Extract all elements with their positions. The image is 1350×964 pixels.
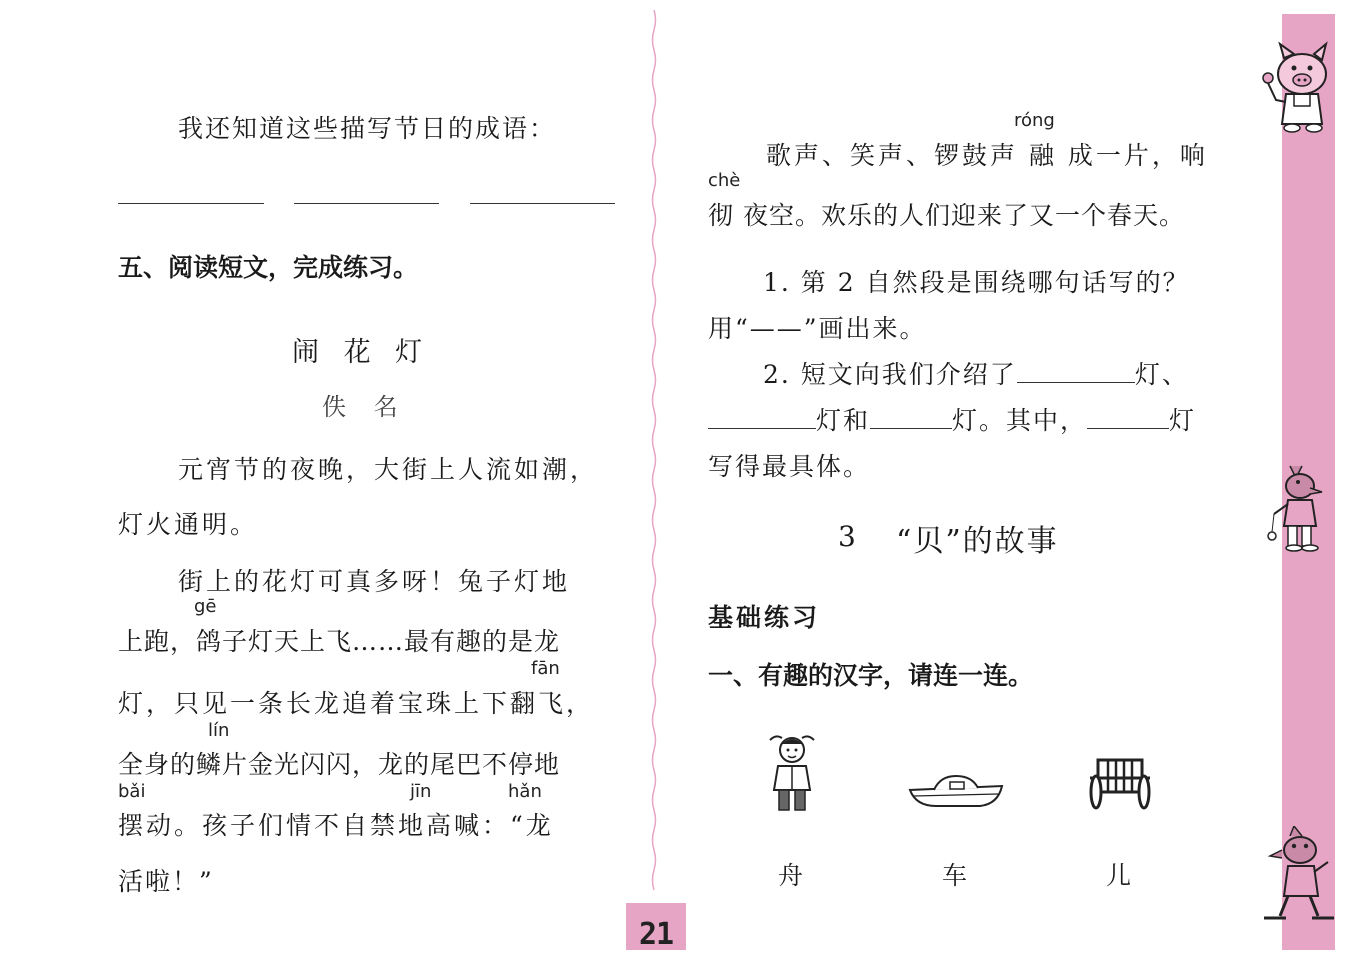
q2-text-5: 灯 (1169, 406, 1197, 435)
boat-icon (906, 772, 1004, 808)
char-label-zhou: 舟 (778, 861, 804, 890)
story-para2-line5: 摆动。孩子们情不自禁地高喊：“龙 (118, 811, 554, 840)
question2-line3: 写得最具体。 (708, 452, 871, 481)
q2-blank-2[interactable] (708, 427, 816, 429)
cart-icon (1088, 756, 1152, 812)
basic-practice-heading: 基础练习 (708, 603, 821, 632)
idiom-answer-blank-3[interactable] (470, 203, 615, 204)
story-para2-line2: 上跑，鸽子灯天上飞……最有趣的是龙 (118, 627, 561, 656)
pinyin-bai: bǎi (118, 781, 146, 802)
pinyin-rong: róng (1014, 110, 1055, 131)
question1-line2: 用“——”画出来。 (708, 314, 927, 343)
pinyin-lin: lín (208, 720, 230, 741)
page-number: 21 (638, 917, 674, 952)
pinyin-ge: gē (194, 596, 217, 617)
fox-cartoon-icon (1260, 826, 1336, 926)
question2-line2 (708, 401, 1196, 437)
q2-text-3: 灯和 (816, 406, 871, 435)
story-para2-line4: 全身的鳞片金光闪闪，龙的尾巴不停地 (118, 750, 561, 779)
q2-blank-1[interactable] (1017, 381, 1135, 383)
idiom-answer-blank-1[interactable] (118, 203, 264, 204)
question2-line1 (763, 355, 1189, 391)
story-para3-line1: 歌声、笑声、锣鼓声 融 成一片，响 (766, 141, 1208, 170)
story-para1-line2: 灯火通明。 (118, 510, 259, 539)
section5-heading: 五、阅读短文，完成练习。 (118, 253, 419, 282)
story-para2-line3: 灯，只见一条长龙追着宝珠上下翻飞， (118, 689, 595, 718)
pinyin-jin: jīn (410, 781, 432, 802)
story-para2-line6: 活啦！” (118, 867, 214, 896)
idiom-answer-blank-2[interactable] (294, 203, 439, 204)
pinyin-han: hǎn (508, 781, 542, 802)
child-figure-icon (764, 730, 820, 814)
char-label-er: 儿 (1106, 861, 1132, 890)
pinyin-fan: fān (531, 658, 560, 679)
story-para1-line1: 元宵节的夜晚，大街上人流如潮， (178, 455, 599, 484)
wolf-yoyo-cartoon-icon (1262, 462, 1330, 554)
char-label-che: 车 (942, 861, 968, 890)
question1-line1: 1. 第 2 自然段是围绕哪句话写的？ (763, 268, 1190, 297)
story-title: 闹 花 灯 (292, 337, 431, 368)
lesson-number: 3 (838, 520, 856, 553)
story-para2-line1: 街上的花灯可真多呀！兔子灯地 (178, 567, 571, 596)
q2-blank-4[interactable] (1087, 427, 1169, 429)
pinyin-che: chè (708, 170, 741, 191)
q2-text-1: 2. 短文向我们介绍了 (763, 360, 1017, 389)
pig-cartoon-icon (1258, 40, 1338, 136)
section1-heading: 一、有趣的汉字，请连一连。 (708, 661, 1034, 690)
q2-text-2: 灯、 (1134, 360, 1189, 389)
idioms-prompt: 我还知道这些描写节日的成语： (178, 114, 557, 143)
q2-text-4: 灯。其中， (952, 406, 1088, 435)
story-para3-line2: 彻 夜空。欢乐的人们迎来了又一个春天。 (708, 201, 1185, 230)
q2-blank-3[interactable] (870, 427, 952, 429)
lesson-title: “贝”的故事 (896, 524, 1059, 559)
story-author: 佚 名 (322, 393, 408, 421)
page-gutter-divider (651, 10, 657, 890)
page-number-tab (626, 903, 686, 950)
